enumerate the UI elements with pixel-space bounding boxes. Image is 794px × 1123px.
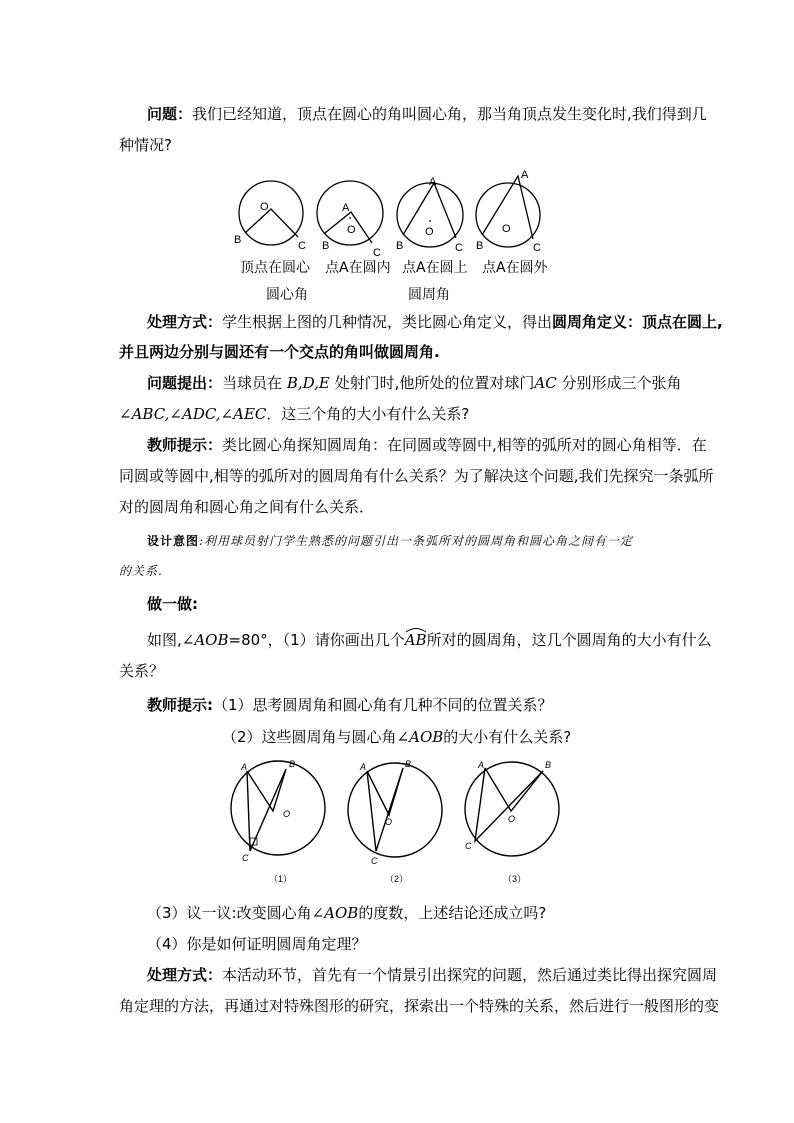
- figure-inscribed-cases: [225, 755, 565, 884]
- caption-vertex-center: 顶点在圆心: [240, 260, 310, 276]
- arc-ab: AB: [405, 631, 427, 649]
- label-B-4: B: [476, 240, 484, 252]
- group-label-inscribed: 圆周角: [408, 287, 450, 303]
- problem-label: 问题：: [147, 105, 193, 123]
- hint1-line-3: 对的圆周角和圆心角之间有什么关系．: [119, 498, 375, 516]
- question-line-2: 关系？: [119, 662, 165, 680]
- label-A-4: A: [521, 169, 529, 181]
- case1-caption: （1）: [269, 874, 293, 884]
- case1-central: [247, 769, 286, 811]
- label-B-2: B: [322, 240, 330, 252]
- prove-line: （4）你是如何证明圆周角定理？: [147, 935, 367, 953]
- c2-O: O: [385, 817, 393, 827]
- points-bde: B,D,E: [286, 374, 330, 392]
- method2-line-1: 处理方式：本活动环节，首先有一个情景引出探究的问题，然后通过类比得出探究圆周: [147, 966, 718, 984]
- label-O-2: O: [347, 224, 356, 236]
- c3-A: A: [478, 760, 485, 770]
- case3-central: [485, 768, 543, 811]
- design-line-1: 设计意图:利用球员射门学生熟悉的问题引出一条弧所对的圆周角和圆心角之间有一定: [147, 534, 634, 548]
- raise-line-1: 问题提出：当球员在 B,D,E 处射门时,他所处的位置对球门AC 分别形成三个张角: [147, 374, 682, 392]
- caption-inside: 点A在圆内: [325, 260, 391, 276]
- try-heading: 做一做:: [147, 595, 198, 613]
- label-O-3: O: [425, 226, 434, 238]
- definition-label: 圆周角定义：: [552, 313, 643, 331]
- hint2-line-2: （2）这些圆周角与圆心角∠AOB的大小有什么关系?: [222, 728, 572, 746]
- question-line-1: 如图,∠AOB=80°，（1）请你画出几个AB 所对的圆周角，这几个圆周角的大小有什么: [147, 630, 707, 650]
- c3-B: B: [545, 760, 552, 770]
- design-line-2: 的关系.: [119, 564, 163, 578]
- goal-ac: AC: [534, 374, 557, 392]
- raise-label: 问题提出：: [147, 374, 223, 392]
- label-C-2: C: [373, 247, 381, 259]
- c1-A: A: [241, 762, 248, 772]
- c3-C: C: [465, 841, 472, 851]
- central-angle: [245, 209, 298, 237]
- c1-O: O: [283, 809, 291, 819]
- discuss-line: （3）议一议:改变圆心角∠AOB的度数，上述结论还成立吗?: [147, 904, 547, 922]
- case2-caption: （2）: [385, 874, 409, 884]
- hint2-label: 教师提示:: [147, 696, 213, 714]
- label-C-4: C: [533, 242, 541, 254]
- case3-angle: [475, 768, 543, 841]
- label-A-3: A: [429, 176, 437, 188]
- hint1-label: 教师提示：: [147, 436, 223, 454]
- figure-vertex-positions: [230, 165, 560, 260]
- design-label: 设计意图: [147, 534, 200, 548]
- case2-circle: [348, 763, 442, 857]
- c2-C: C: [371, 856, 378, 866]
- label-O-4: O: [502, 223, 511, 235]
- label-A-2: A: [342, 202, 350, 214]
- label-C-1: C: [298, 240, 306, 252]
- hint1-line-1: 教师提示：类比圆心角探知圆周角：在同圆或等圆中,相等的弧所对的圆心角相等．在: [147, 436, 707, 454]
- c1-C: C: [242, 853, 249, 863]
- method1-text: 学生根据上图的几种情况，类比圆心角定义，得出: [222, 313, 553, 331]
- case1-circle: [231, 761, 325, 855]
- c1-B: B: [289, 759, 296, 769]
- caption-outside: 点A在圆外: [482, 260, 548, 276]
- raise-line-2: ∠ABC,∠ADC,∠AEC．这三个角的大小有什么关系?: [119, 405, 470, 423]
- circle-1: [239, 181, 303, 245]
- label-B-1: B: [234, 234, 242, 246]
- definition-text-2: 并且两边分别与圆还有一个交点的角叫做圆周角.: [119, 343, 440, 361]
- method2-label: 处理方式：: [147, 966, 223, 984]
- c2-B: B: [405, 759, 412, 769]
- case1-angle: [247, 769, 286, 851]
- method1-line-1: [147, 312, 723, 332]
- c2-A: A: [360, 762, 367, 772]
- case3-caption: （3）: [503, 874, 527, 884]
- angle-aob: ∠AOB: [181, 631, 229, 649]
- label-B-3: B: [396, 240, 404, 252]
- case2-central: [367, 768, 403, 815]
- definition-text-1: 顶点在圆上,: [642, 313, 723, 331]
- problem-text: 我们已经知道，顶点在圆心的角叫圆心角，那当角顶点发生变化时,我们得到几: [192, 105, 707, 123]
- method1-label: 处理方式：: [147, 313, 223, 331]
- method2-line-2: 角定理的方法，再通过对特殊图形的研究，探索出一个特殊的关系，然后进行一般图形的变: [119, 997, 720, 1015]
- label-C-3: C: [455, 242, 463, 254]
- caption-on-circle: 点A在圆上: [402, 260, 468, 276]
- problem-line-1: [147, 104, 707, 124]
- hint2-line-1: 教师提示:（1）思考圆周角和圆心角有几种不同的位置关系？: [147, 696, 553, 714]
- three-angles: ∠ABC,∠ADC,∠AEC: [119, 405, 267, 423]
- c3-O: O: [508, 814, 516, 824]
- group-label-central: 圆心角: [266, 287, 308, 303]
- hint1-line-2: 同圆或等圆中,相等的弧所对的圆周角有什么关系？为了解决这个问题,我们先探究一条弧所: [119, 467, 714, 485]
- label-O-1: O: [260, 201, 269, 213]
- problem-line-2: 种情况?: [119, 136, 172, 154]
